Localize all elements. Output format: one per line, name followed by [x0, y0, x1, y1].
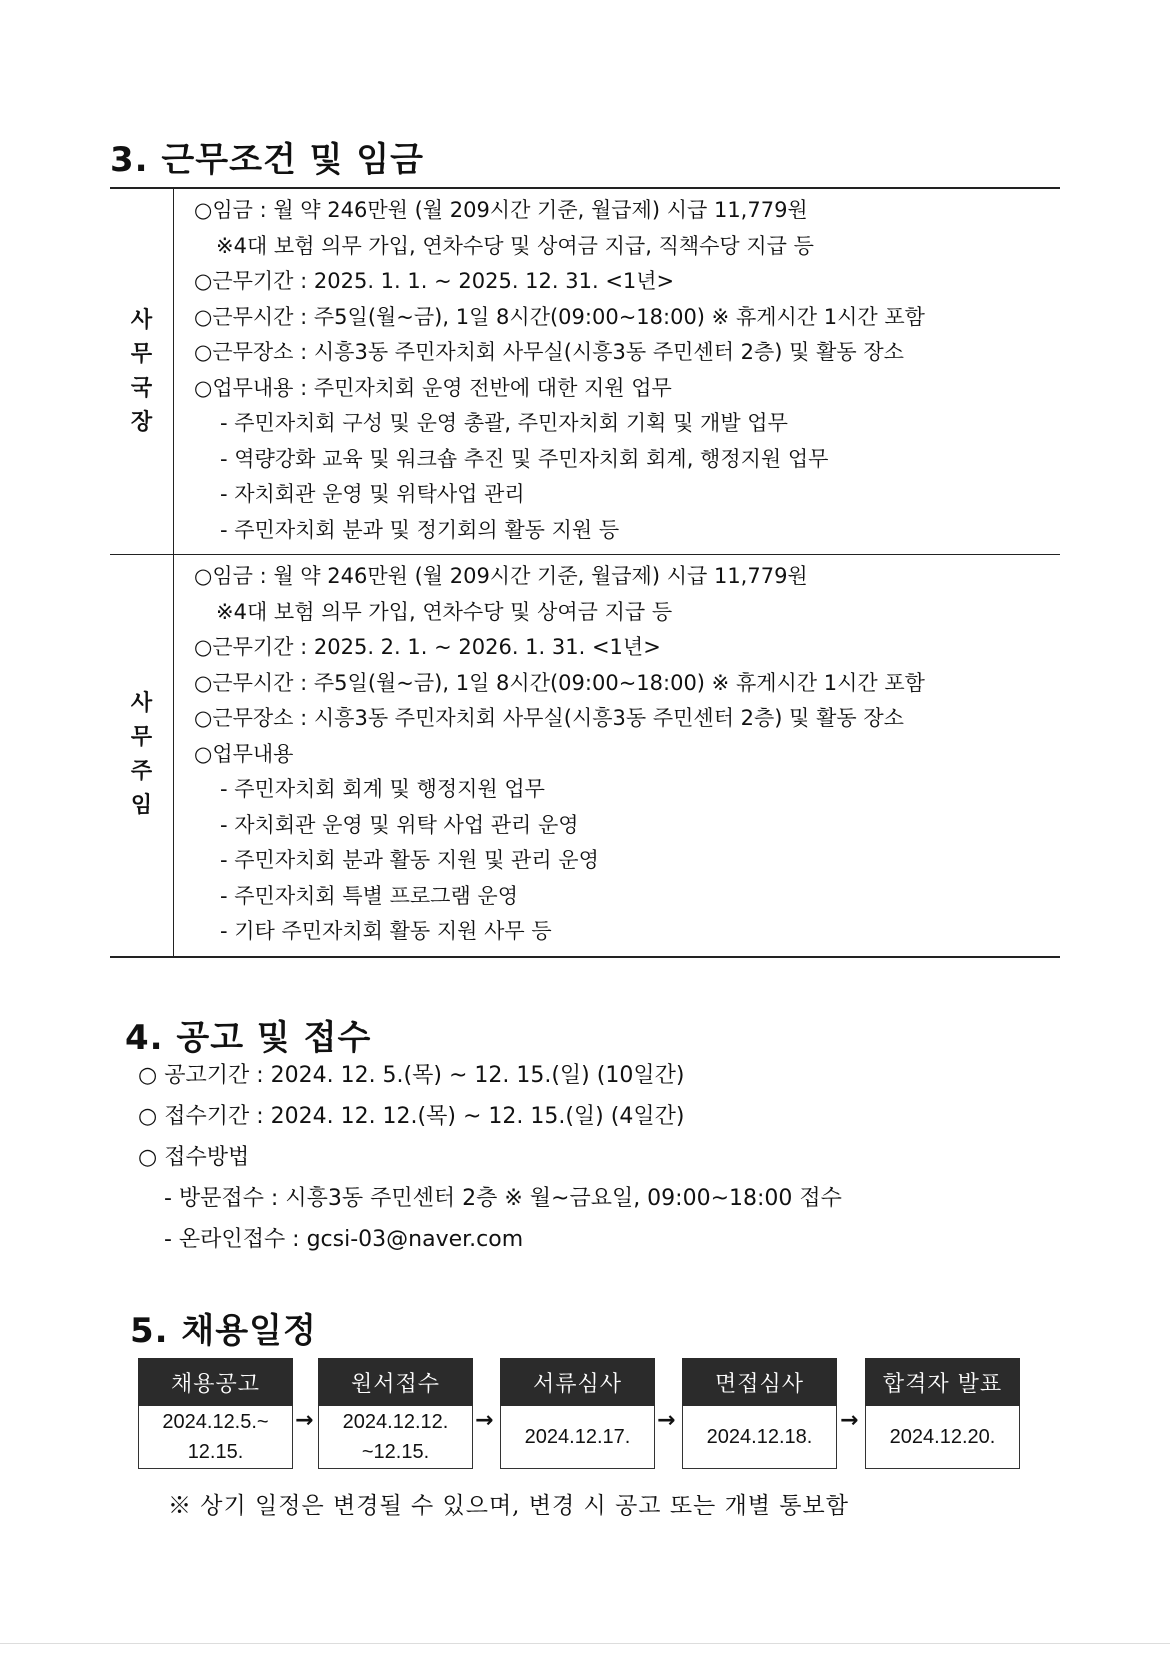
director-details — [174, 189, 1060, 554]
section3-title: 3. 근무조건 및 임금 — [110, 140, 424, 180]
staff-details — [174, 555, 1060, 956]
online-receipt[interactable]: - 온라인접수 : gcsi-03@naver.com — [164, 1227, 524, 1252]
staff-duties-title: ○업무내용 — [194, 741, 294, 766]
director-duty-item: - 역량강화 교육 및 워크숍 추진 및 주민자치회 회계, 행정지원 업무 — [220, 446, 829, 471]
staff-wage-note: ※4대 보험 의무 가입, 연차수당 및 상여금 지급 등 — [216, 599, 673, 624]
step-date: 2024.12.12. ~12.15. — [318, 1406, 473, 1469]
staff-duty-item: - 기타 주민자치회 활동 지원 사무 등 — [220, 919, 552, 943]
schedule-note: ※ 상기 일정은 변경될 수 있으며, 변경 시 공고 또는 개별 통보함 — [168, 1493, 849, 1519]
director-duty-item: - 주민자치회 구성 및 운영 총괄, 주민자치회 기획 및 개발 업무 — [220, 411, 788, 435]
staff-place: ○근무장소 : 시흥3동 주민자치회 사무실(시흥3동 주민센터 2층) 및 활동 장소 — [194, 706, 904, 730]
staff-duty-item: - 자치회관 운영 및 위탁 사업 관리 운영 — [220, 812, 579, 837]
visit-receipt: - 방문접수 : 시흥3동 주민센터 2층 ※ 월~금요일, 09:00~18:00 접수 — [164, 1186, 842, 1211]
label-char: 국 — [130, 375, 153, 401]
staff-duty-item: - 주민자치회 분과 활동 지원 및 관리 운영 — [220, 848, 599, 872]
director-hours: ○근무시간 : 주5일(월~금), 1일 8시간(09:00~18:00) ※ 휴게시간 1시간 포함 — [194, 304, 925, 329]
step-head: 서류심사 — [500, 1358, 655, 1406]
staff-hours: ○근무시간 : 주5일(월~금), 1일 8시간(09:00~18:00) ※ 휴게시간 1시간 포함 — [194, 670, 925, 695]
notice-period: ○ 공고기간 : 2024. 12. 5.(목) ~ 12. 15.(일) (10일간) — [138, 1063, 685, 1088]
page-bottom-rule — [0, 1643, 1170, 1644]
schedule-step — [138, 1358, 293, 1469]
director-period: ○근무기간 : 2025. 1. 1. ~ 2025. 12. 31. <1년> — [194, 269, 675, 293]
notice-and-receipt — [138, 1055, 842, 1260]
section5-title: 5. 채용일정 — [130, 1311, 317, 1351]
label-char: 사 — [130, 307, 153, 333]
receipt-period: ○ 접수기간 : 2024. 12. 12.(목) ~ 12. 15.(일) (4일간) — [138, 1104, 685, 1129]
arrow-icon: → — [475, 1408, 494, 1433]
director-duties-title: ○업무내용 : 주민자치회 운영 전반에 대한 지원 업무 — [194, 375, 672, 400]
receipt-method-title: ○ 접수방법 — [138, 1145, 250, 1170]
step-date: 2024.12.17. — [500, 1406, 655, 1469]
step-date: 2024.12.18. — [682, 1406, 837, 1469]
step-date: 2024.12.20. — [865, 1406, 1020, 1469]
label-char: 임 — [130, 793, 153, 819]
director-wage-note: ※4대 보험 의무 가입, 연차수당 및 상여금 지급, 직책수당 지급 등 — [216, 233, 814, 258]
director-duty-item: - 주민자치회 분과 및 정기회의 활동 지원 등 — [220, 517, 620, 542]
label-char: 장 — [130, 409, 153, 435]
schedule-step — [318, 1358, 473, 1469]
director-place: ○근무장소 : 시흥3동 주민자치회 사무실(시흥3동 주민센터 2층) 및 활동 장소 — [194, 340, 904, 364]
staff-duty-item: - 주민자치회 특별 프로그램 운영 — [220, 883, 518, 908]
director-duty-item: - 자치회관 운영 및 위탁사업 관리 — [220, 482, 525, 506]
label-char: 무 — [130, 341, 153, 367]
work-conditions-table — [110, 187, 1060, 958]
step-head: 채용공고 — [138, 1358, 293, 1406]
section4-title: 4. 공고 및 접수 — [125, 1018, 372, 1058]
staff-period: ○근무기간 : 2025. 2. 1. ~ 2026. 1. 31. <1년> — [194, 635, 661, 659]
staff-label — [110, 555, 174, 956]
label-char: 사 — [130, 691, 153, 717]
step-date: 2024.12.5.~ 12.15. — [138, 1406, 293, 1469]
staff-wage: ○임금 : 월 약 246만원 (월 209시간 기준, 월급제) 시급 11,779원 — [194, 564, 808, 588]
arrow-icon: → — [657, 1408, 676, 1433]
step-head: 원서접수 — [318, 1358, 473, 1406]
label-char: 무 — [130, 725, 153, 751]
step-head: 면접심사 — [682, 1358, 837, 1406]
staff-row — [110, 555, 1060, 958]
director-wage: ○임금 : 월 약 246만원 (월 209시간 기준, 월급제) 시급 11,779원 — [194, 198, 808, 222]
schedule-step — [500, 1358, 655, 1469]
label-char: 주 — [130, 759, 153, 785]
director-row — [110, 189, 1060, 555]
staff-duty-item: - 주민자치회 회계 및 행정지원 업무 — [220, 777, 545, 801]
arrow-icon: → — [840, 1408, 859, 1433]
schedule-step — [865, 1358, 1020, 1469]
arrow-icon: → — [295, 1408, 314, 1433]
schedule-step — [682, 1358, 837, 1469]
step-head: 합격자 발표 — [865, 1358, 1020, 1406]
director-label — [110, 189, 174, 554]
